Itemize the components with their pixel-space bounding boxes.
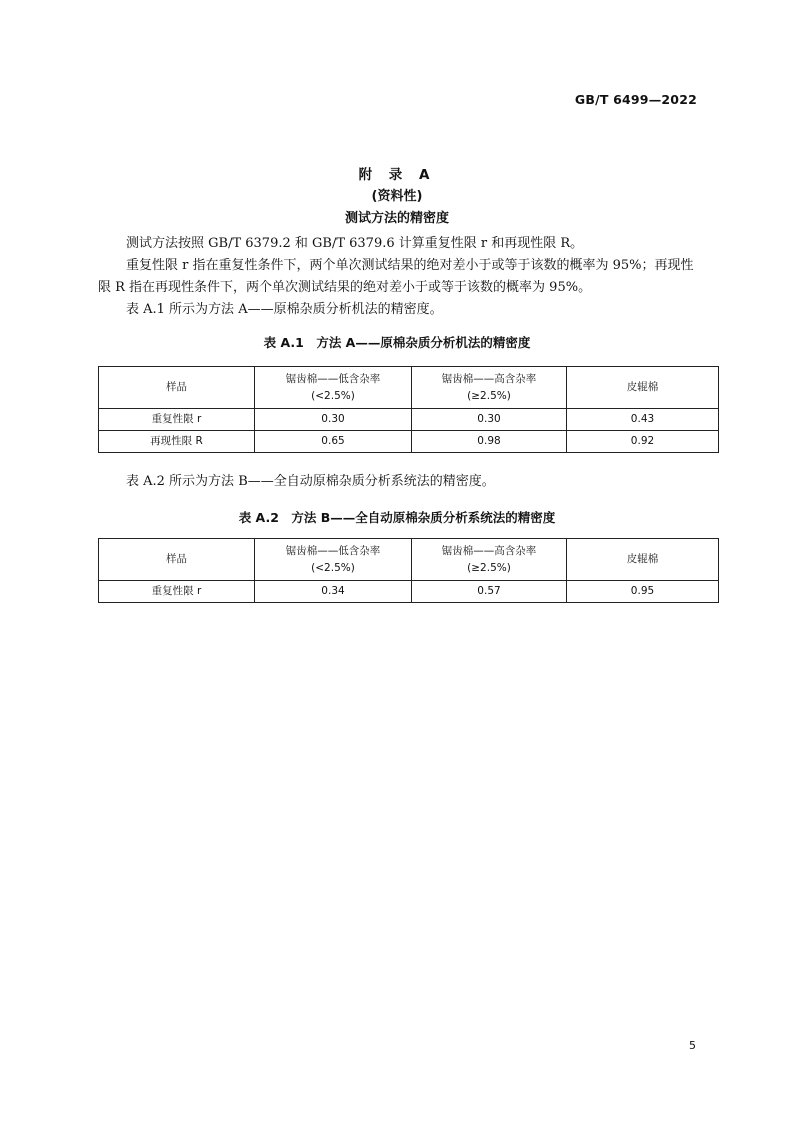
table-a2: [98, 538, 719, 603]
annex-title: 附 录 A: [358, 167, 436, 183]
page-number: 5: [689, 1039, 696, 1052]
paragraph-method-reference: 测试方法按照 GB/T 6379.2 和 GB/T 6379.6 计算重复性限 r 和再现性限 R。: [126, 236, 584, 251]
header-low-sub: (<2.5%): [311, 561, 355, 574]
standard-number: GB/T 6499—2022: [574, 92, 697, 107]
header-low-main: 锯齿棉——低含杂率: [285, 544, 381, 557]
table-header-row: [99, 539, 719, 581]
cell-low: 0.65: [255, 431, 412, 453]
paragraph-table-a2-intro: 表 A.2 所示为方法 B——全自动原棉杂质分析系统法的精密度。: [126, 474, 495, 489]
table-a1: [98, 366, 719, 453]
header-roller-cotton: 皮辊棉: [567, 367, 719, 409]
table-a1-caption: 表 A.1 方法 A——原棉杂质分析机法的精密度: [263, 335, 531, 350]
cell-high: 0.30: [412, 409, 567, 431]
header-roller-cotton: 皮辊棉: [567, 539, 719, 581]
annex-heading: 测试方法的精密度: [344, 211, 449, 226]
cell-roller: 0.92: [567, 431, 719, 453]
header-sample: 样品: [99, 539, 255, 581]
cell-low: 0.30: [255, 409, 412, 431]
paragraph-table-a1-intro: 表 A.1 所示为方法 A——原棉杂质分析机法的精密度。: [126, 302, 443, 317]
cell-roller: 0.43: [567, 409, 719, 431]
cell-high: 0.57: [412, 581, 567, 603]
header-low-main: 锯齿棉——低含杂率: [285, 372, 381, 385]
row-label: 重复性限 r: [99, 581, 255, 603]
table-row: [99, 409, 719, 431]
header-high-sub: (≥2.5%): [467, 389, 511, 402]
table-a2-caption: 表 A.2 方法 B——全自动原棉杂质分析系统法的精密度: [238, 510, 556, 525]
header-low-sub: (<2.5%): [311, 389, 355, 402]
table-row: [99, 581, 719, 603]
header-high-main: 锯齿棉——高含杂率: [441, 544, 537, 557]
header-high-sub: (≥2.5%): [467, 561, 511, 574]
table-row: [99, 431, 719, 453]
header-high-impurity: [412, 367, 567, 409]
header-sample: 样品: [99, 367, 255, 409]
header-low-impurity: [255, 367, 412, 409]
cell-low: 0.34: [255, 581, 412, 603]
row-label: 重复性限 r: [99, 409, 255, 431]
header-high-impurity: [412, 539, 567, 581]
annex-type: (资料性): [371, 189, 423, 204]
cell-high: 0.98: [412, 431, 567, 453]
paragraph-limits-definition: 重复性限 r 指在重复性条件下，两个单次测试结果的绝对差小于或等于该数的概率为 95%；再现性限 R 指在再现性条件下，两个单次测试结果的绝对差小于或等于该数的概率为 95%。: [98, 258, 694, 295]
header-low-impurity: [255, 539, 412, 581]
cell-roller: 0.95: [567, 581, 719, 603]
table-header-row: [99, 367, 719, 409]
header-high-main: 锯齿棉——高含杂率: [441, 372, 537, 385]
row-label: 再现性限 R: [99, 431, 255, 453]
